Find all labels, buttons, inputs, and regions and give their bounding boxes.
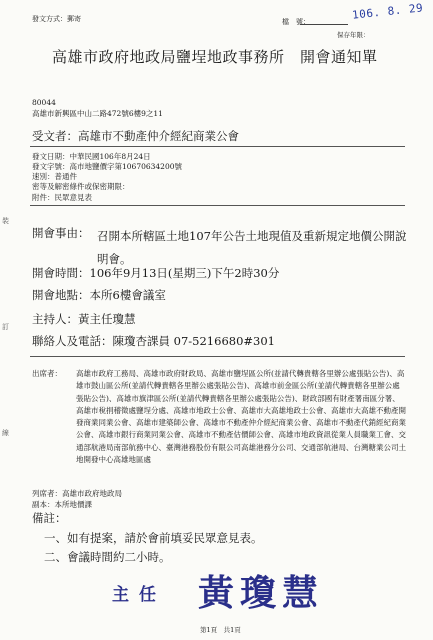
copy-to: 副本：本所地價課 [32,500,92,509]
issue-date: 發文日期：中華民國106年8月24日 [32,152,151,161]
binding-mark-xian: 線 [2,429,9,437]
urgency: 速別：普通件 [32,172,77,181]
archive-label: 檔 號： [282,18,310,26]
meeting-subject: 召開本所轄區土地107年公告土地現值及重新規定地價公開說明會。 [97,229,407,266]
attendees-list: 高雄市政府工務局、高雄市政府財政局、高雄市鹽埕區公所(並請代轉貴轄各里辦公處張貼公告)、高雄市鼓山區公所(並請代轉貴轄各里辦公處張貼公告)、高雄市前金區公所(並請代轉貴轄各里辦公處張貼公告)、高雄市旗津區公所(並請代轉貴轄各里辦公處張貼公告)、財政部國有財產署南區分署、高雄市稅捐稽徵處鹽埕分處、高雄市地政士公會、高雄市大高雄地政士公會、高雄市大高雄不動產開發商業同業公會、高雄市建築師公會、高雄市不動產仲介經紀商業公會、高雄市不動產代銷經紀商業公會、高雄市銀行商業同業公會、高雄市不動產估價師公會、高雄市地政資訊從業人員職業工會、交通部航港局南部航務中心、臺灣港務股份有限公司高雄港務分公司、交通部航港局、台灣糖業公司土地開發中心高雄地區處 [76,369,406,465]
retention-label: 保存年限： [337,31,370,39]
archive-number-line [300,14,348,25]
observers: 列席者：高雄市政府地政局 [32,489,122,498]
note-item: 二、會議時間約二小時。 [44,550,171,564]
sender-address: 高雄市新興區中山二路472號6樓9之11 [32,109,163,118]
meeting-host: 主持人：黃主任瓊慧 [32,312,136,326]
send-method: 發文方式：郵寄 [32,15,81,23]
attendees-label: 出席者： [32,369,62,378]
meeting-time: 開會時間：106年9月13日(星期三)下午2時30分 [32,266,280,280]
binding-mark-zhuang: 裝 [2,217,9,225]
signature-title: 主任 [112,585,166,605]
subject-label: 開會事由： [32,226,90,240]
secrecy: 密等及解密條件或保密期限： [32,182,130,191]
meeting-place: 開會地點：本所6樓會議室 [32,288,166,302]
attachment: 附件：民眾意見表 [32,193,92,202]
meeting-contact: 聯絡人及電話：陳瓊杏課員 07-5216680#301 [32,334,275,348]
notes-label: 備註： [32,511,67,525]
divider [30,146,405,147]
document-title: 高雄市政府地政局鹽埕地政事務所 開會通知單 [52,48,378,66]
recipient: 受文者：高雄市不動產仲介經紀商業公會 [32,129,239,143]
page-footer: 第1頁 共1頁 [200,626,241,634]
divider [30,205,405,206]
note-item: 一、如有提案，請於會前填妥民眾意見表。 [44,531,263,545]
signature-name: 黃瓊慧 [198,572,325,614]
received-date-stamp: 106. 8. 29 [351,1,424,22]
divider [30,356,405,357]
issue-number: 發文字號：高市地鹽價字第10670634200號 [32,162,182,171]
postal-code: 80044 [32,98,56,107]
binding-mark-ding: 訂 [2,323,9,331]
